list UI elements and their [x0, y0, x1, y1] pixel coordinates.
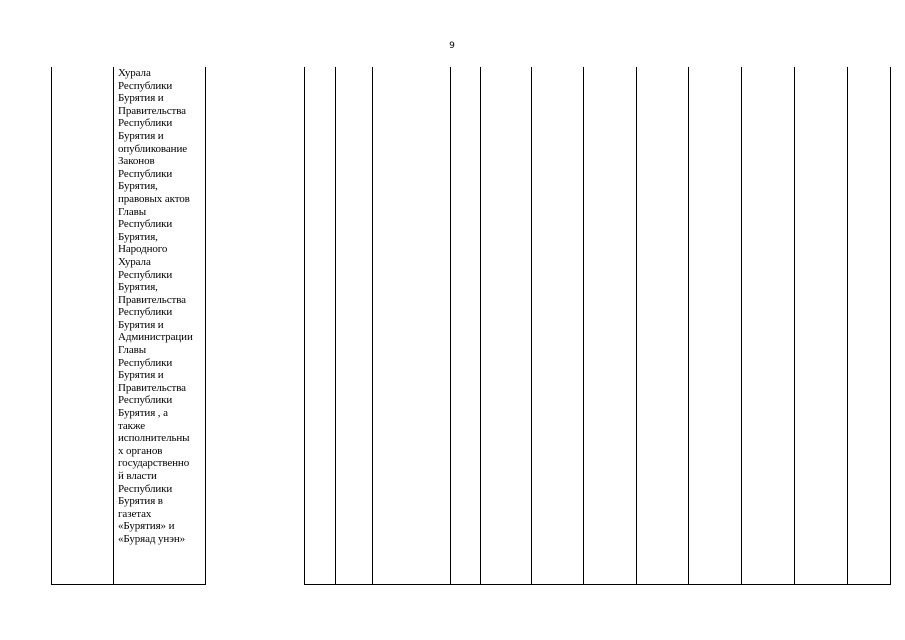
- table-border-line: [450, 67, 451, 585]
- table-bottom-border: [51, 584, 206, 585]
- table-border-line: [205, 67, 206, 585]
- table-border-line: [636, 67, 637, 585]
- table-border-line: [335, 67, 336, 585]
- table-border-line: [890, 67, 891, 585]
- table-border-line: [113, 67, 114, 585]
- table-border-line: [304, 67, 305, 585]
- table-cell-text: Хурала Республики Бурятия и Правительства Республики Бурятия и опубликование Законов Республики Бурятия, правовых актов Главы Республики Бурятия, Народного Хурала Республики Бурятия, Правительства Республики Бурятия и Администрации Главы Республики Бурятия и Правительства Республики Бурятия , а также исполнительны х органов государственно й власти Республики Бурятия в газетах «Бурятия» и «Буряад унэн»: [118, 67, 193, 545]
- table-border-line: [372, 67, 373, 585]
- table-border-line: [531, 67, 532, 585]
- table-border-line: [688, 67, 689, 585]
- table-border-line: [741, 67, 742, 585]
- table-border-line: [847, 67, 848, 585]
- table-border-line: [583, 67, 584, 585]
- table-border-line: [480, 67, 481, 585]
- table-bottom-border: [304, 584, 891, 585]
- page-number: 9: [449, 41, 455, 51]
- table-border-line: [51, 67, 52, 585]
- table-border-line: [794, 67, 795, 585]
